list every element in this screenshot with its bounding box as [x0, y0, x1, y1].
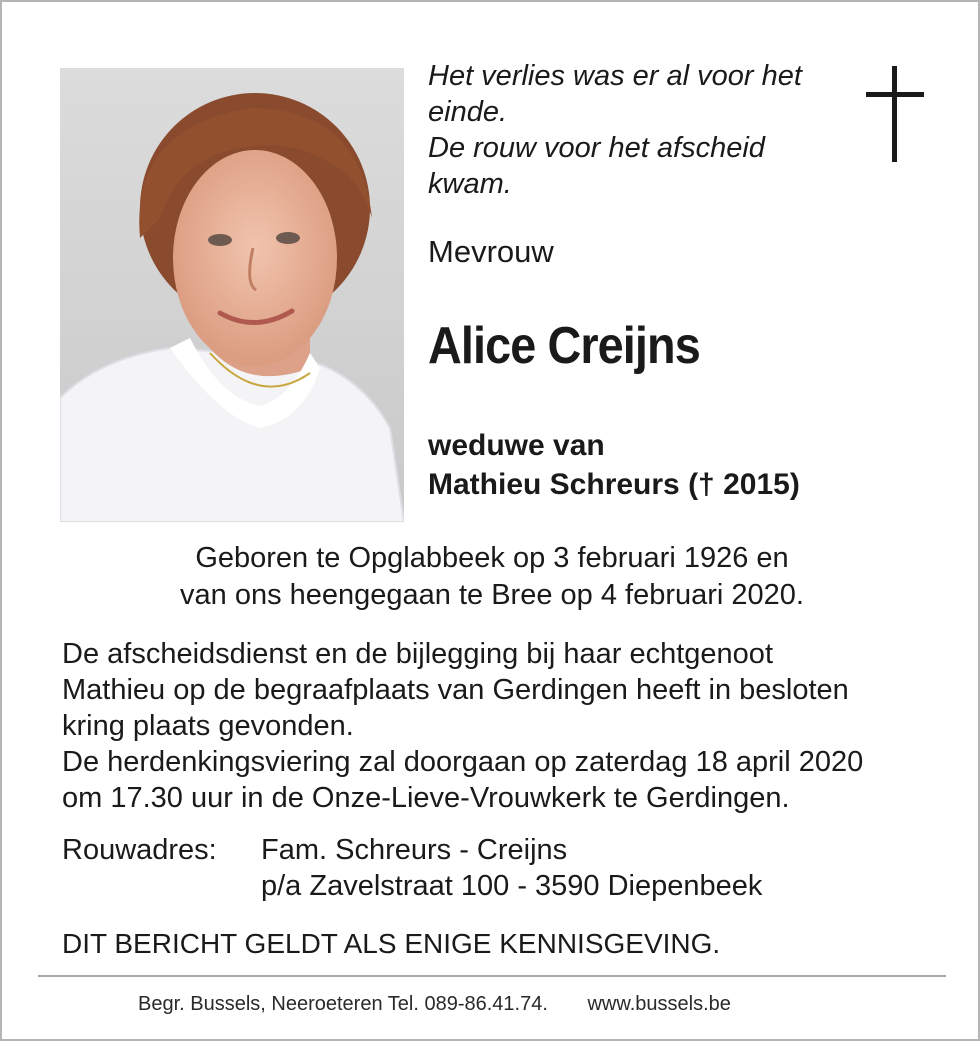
- relation-line: Mathieu Schreurs († 2015): [428, 468, 800, 501]
- undertaker-info: Begr. Bussels, Neeroeteren Tel. 089-86.41.74.: [138, 993, 548, 1015]
- service-line: om 17.30 uur in de Onze-Lieve-Vrouwkerk te Gerdingen.: [62, 782, 790, 814]
- service-info: [62, 636, 962, 816]
- born-line: van ons heengegaan te Bree op 4 februari 2020.: [180, 579, 804, 611]
- website-link[interactable]: www.bussels.be: [587, 993, 731, 1015]
- address-line: p/a Zavelstraat 100 - 3590 Diepenbeek: [261, 870, 763, 902]
- relation: [428, 426, 800, 504]
- deceased-name: Alice Creijns: [428, 317, 700, 375]
- relation-line: weduwe van: [428, 429, 605, 462]
- service-line: kring plaats gevonden.: [62, 710, 354, 742]
- poem: [428, 58, 848, 202]
- poem-line: kwam.: [428, 168, 512, 200]
- footer: [138, 990, 731, 1018]
- address: [261, 832, 762, 904]
- address-line: Fam. Schreurs - Creijns: [261, 834, 568, 866]
- born-line: Geboren te Opglabbeek op 3 februari 1926 en: [195, 542, 789, 574]
- birth-death-info: [2, 540, 980, 614]
- poem-line: einde.: [428, 96, 508, 128]
- divider: [38, 975, 946, 977]
- poem-line: Het verlies was er al voor het: [428, 60, 802, 92]
- portrait-photo: [60, 68, 404, 522]
- honorific: Mevrouw: [428, 234, 554, 269]
- service-line: De afscheidsdienst en de bijlegging bij haar echtgenoot: [62, 638, 773, 670]
- service-line: De herdenkingsviering zal doorgaan op zaterdag 18 april 2020: [62, 746, 864, 778]
- poem-line: De rouw voor het afscheid: [428, 132, 765, 164]
- address-label: Rouwadres:: [62, 834, 217, 866]
- notice: DIT BERICHT GELDT ALS ENIGE KENNISGEVING.: [62, 928, 721, 959]
- service-line: Mathieu op de begraafplaats van Gerdingen heeft in besloten: [62, 674, 849, 706]
- cross-icon: [866, 66, 924, 162]
